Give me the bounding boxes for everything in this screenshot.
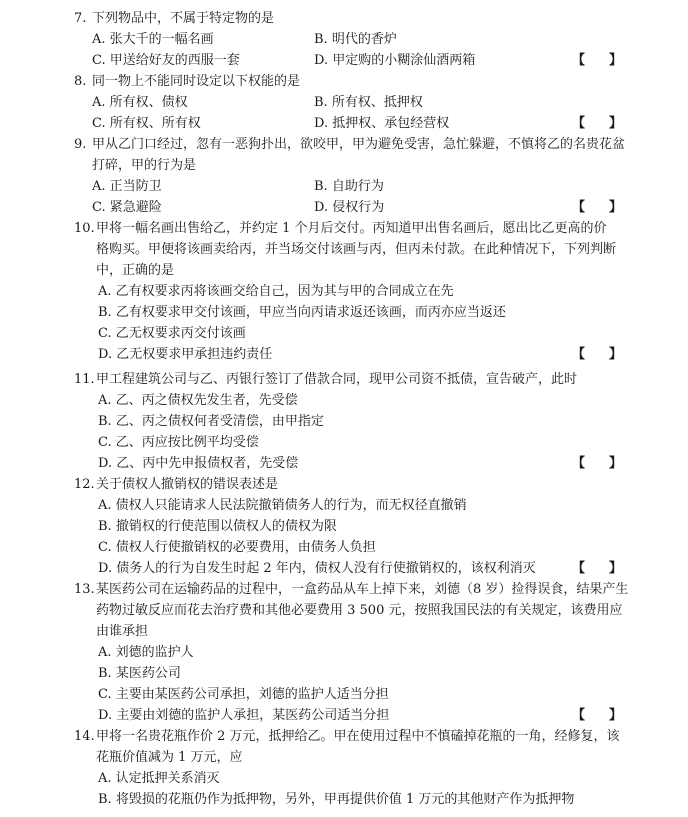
question-number: 10. (74, 221, 95, 236)
option-row (0, 537, 688, 558)
question-text: 下列物品中，不属于特定物的是 (92, 11, 275, 26)
option-d: D. 侵权行为 (314, 200, 385, 215)
question-stem (0, 218, 688, 239)
option-row (0, 197, 688, 218)
option-a: A. 认定抵押关系消灭 (98, 771, 220, 786)
option-b: B. 自助行为 (314, 179, 384, 194)
option-row (0, 344, 688, 365)
option-c: C. 主要由某医药公司承担，刘德的监护人适当分担 (98, 687, 389, 702)
question-stem (0, 71, 688, 92)
question-stem (0, 369, 688, 390)
question-number: 11. (74, 372, 95, 387)
option-b: B. 所有权、抵押权 (314, 95, 423, 110)
question-stem-continued: 由谁承担 (96, 624, 149, 639)
question-10 (0, 218, 688, 365)
question-text: 甲从乙门口经过，忽有一恶狗扑出，欲咬甲，甲为避免受害，急忙躲避，不慎将乙的名贵花盆 (92, 137, 626, 152)
question-stem-continued: 花瓶价值减为 1 万元，应 (96, 750, 243, 765)
answer-bracket: 【 】 (572, 53, 623, 68)
question-14 (0, 726, 688, 810)
question-number: 12. (74, 477, 95, 492)
option-a: A. 债权人只能请求人民法院撤销债务人的行为，而无权径直撤销 (98, 498, 467, 513)
option-d: D. 抵押权、承包经营权 (314, 116, 450, 131)
question-text: 甲将一幅名画出售给乙，并约定 1 个月后交付。丙知道甲出售名画后，愿出比乙更高的价 (96, 221, 607, 236)
option-row (0, 390, 688, 411)
option-row (0, 50, 688, 71)
question-stem (0, 579, 688, 600)
question-text: 某医药公司在运输药品的过程中，一盒药品从车上掉下来，刘德（8 岁）捡得误食，结果产生 (96, 582, 629, 597)
question-13 (0, 579, 688, 726)
option-a: A. 乙、丙之债权先发生者，先受偿 (98, 393, 298, 408)
option-d: D. 主要由刘德的监护人承担，某医药公司适当分担 (98, 708, 390, 723)
question-number: 13. (74, 582, 95, 597)
option-row (0, 29, 688, 50)
option-row (0, 495, 688, 516)
option-row (0, 281, 688, 302)
option-c: C. 乙、丙应按比例平均受偿 (98, 435, 259, 450)
question-7 (0, 8, 688, 71)
option-b: B. 明代的香炉 (314, 32, 397, 47)
question-number: 7. (74, 11, 87, 26)
option-d: D. 乙、丙中先申报债权者，先受偿 (98, 456, 299, 471)
question-text: 同一物上不能同时设定以下权能的是 (92, 74, 301, 89)
question-number: 8. (74, 74, 87, 89)
option-row (0, 642, 688, 663)
option-row (0, 558, 688, 579)
option-c: C. 债权人行使撤销权的必要费用，由债务人负担 (98, 540, 376, 555)
answer-bracket: 【 】 (572, 200, 623, 215)
answer-bracket: 【 】 (572, 561, 623, 576)
option-row (0, 323, 688, 344)
option-row (0, 684, 688, 705)
option-c: C. 乙无权要求丙交付该画 (98, 326, 246, 341)
option-row (0, 789, 688, 810)
question-12 (0, 474, 688, 579)
option-a: A. 所有权、债权 (92, 95, 188, 110)
option-d: D. 债务人的行为自发生时起 2 年内，债权人没有行使撤销权的，该权利消灭 (98, 561, 536, 576)
option-b: B. 将毁损的花瓶仍作为抵押物，另外，甲再提供价值 1 万元的其他财产作为抵押物 (98, 792, 575, 807)
option-c: C. 所有权、所有权 (92, 116, 201, 131)
question-stem (0, 474, 688, 495)
option-a: A. 正当防卫 (92, 179, 162, 194)
question-stem (0, 8, 688, 29)
option-row (0, 92, 688, 113)
option-d: D. 甲定购的小糊涂仙酒两箱 (314, 53, 476, 68)
answer-bracket: 【 】 (572, 347, 623, 362)
question-9 (0, 134, 688, 218)
option-row (0, 768, 688, 789)
question-stem-continued: 药物过敏反应而花去治疗费和其他必要费用 3 500 元，按照我国民法的有关规定，该费用应 (96, 603, 623, 618)
answer-bracket: 【 】 (572, 708, 623, 723)
option-row (0, 453, 688, 474)
option-c: C. 紧急避险 (92, 200, 162, 215)
question-text: 关于债权人撤销权的错误表述是 (96, 477, 279, 492)
question-text: 甲将一名贵花瓶作价 2 万元，抵押给乙。甲在使用过程中不慎磕掉花瓶的一角，经修复，该 (96, 729, 620, 744)
question-stem (0, 726, 688, 747)
option-b: B. 乙、丙之债权何者受清偿，由甲指定 (98, 414, 324, 429)
option-row (0, 302, 688, 323)
option-row (0, 516, 688, 537)
question-number: 9. (74, 137, 87, 152)
option-d: D. 乙无权要求甲承担违约责任 (98, 347, 273, 362)
option-row (0, 705, 688, 726)
option-row (0, 432, 688, 453)
option-row (0, 663, 688, 684)
option-row (0, 176, 688, 197)
option-b: B. 撤销权的行使范围以债权人的债权为限 (98, 519, 337, 534)
option-b: B. 某医药公司 (98, 666, 181, 681)
question-stem-continued: 中，正确的是 (96, 263, 175, 278)
question-8 (0, 71, 688, 134)
option-a: A. 乙有权要求丙将该画交给自己，因为其与甲的合同成立在先 (98, 284, 454, 299)
question-stem-continued: 格购买。甲便将该画卖给丙，并当场交付该画与丙，但丙未付款。在此种情况下，下列判断 (96, 242, 617, 257)
option-a: A. 刘德的监护人 (98, 645, 194, 660)
question-11 (0, 369, 688, 474)
option-row (0, 113, 688, 134)
answer-bracket: 【 】 (572, 116, 623, 131)
question-stem (0, 134, 688, 155)
option-a: A. 张大千的一幅名画 (92, 32, 214, 47)
option-b: B. 乙有权要求甲交付该画，甲应当向丙请求返还该画，而丙亦应当返还 (98, 305, 506, 320)
answer-bracket: 【 】 (572, 456, 623, 471)
question-text: 甲工程建筑公司与乙、丙银行签订了借款合同，现甲公司资不抵债，宣告破产，此时 (96, 372, 578, 387)
option-c: C. 甲送给好友的西服一套 (92, 53, 240, 68)
question-number: 14. (74, 729, 95, 744)
question-stem-continued: 打碎，甲的行为是 (92, 158, 197, 173)
option-row (0, 411, 688, 432)
